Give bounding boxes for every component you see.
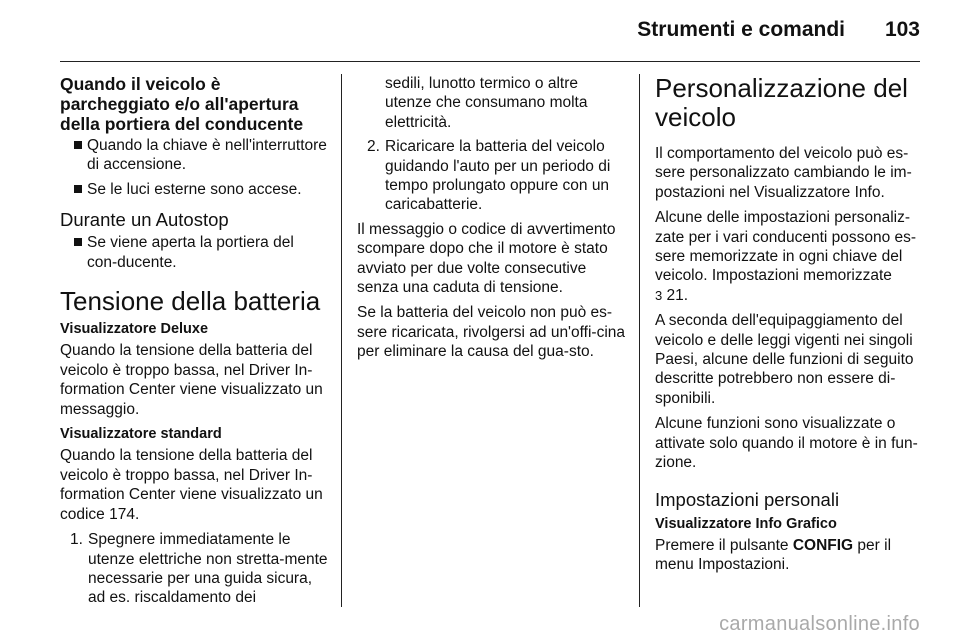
column-1 [60,74,328,613]
column-divider-1 [341,74,342,607]
parked-bullet-list [60,136,328,199]
steps-list [357,137,625,215]
column-divider-2 [639,74,640,607]
personal-settings-heading: Impostazioni personali [655,488,840,510]
warning-paragraph: Il messaggio o codice di avvertimento scompare dopo che il motore è stato avviato per due volte consecutive senza una caduta di tensione. [357,220,616,297]
autostop-bullet-list [60,233,328,272]
standard-paragraph: Quando la tensione della batteria del veicolo è troppo bassa, nel Driver In-formation Center viene visualizzato un codice 174. [60,447,323,523]
workshop-paragraph: Se la batteria del veicolo non può es-sere ricaricata, rivolgersi ad un'offi-cina per eliminare la causa del gua-sto. [357,304,626,361]
graphic-info-label: Visualizzatore Info Grafico [655,515,837,532]
intro-paragraph: Il comportamento del veicolo può es-sere personalizzato cambiando le im-postazioni nel Visualizzatore Info. [655,145,912,201]
list-item [357,137,625,215]
list-item: Quando la chiave è nell'interruttore di accensione. [60,136,328,175]
standard-label: Visualizzatore standard [60,426,222,443]
engine-paragraph: Alcune funzioni sono visualizzate o attivate solo quando il motore è in fun-zione. [655,415,918,472]
deluxe-paragraph: Quando la tensione della batteria del veicolo è troppo bassa, nel Driver In-formation Center viene visualizzato un messaggio. [60,342,323,418]
page-ref-arrow-icon: 3 [655,287,663,303]
page-number: 103 [884,18,920,41]
config-paragraph [655,536,923,575]
config-text-a: Premere il pulsante [655,536,793,554]
step-text: Ricaricare la batteria del veicolo guidando l'auto per un periodo di tempo prolungato oppure con un caricabatterie. [385,138,611,214]
list-item: Se le luci esterne sono accese. [60,180,328,199]
list-item: Se viene aperta la portiera del con-ducente. [60,233,328,272]
step-number: 1. [70,531,83,549]
memory-paragraph [655,208,923,305]
column-2 [357,74,625,368]
personalization-heading: Personalizzazione del veicolo [655,73,908,132]
battery-heading: Tensione della batteria [60,286,321,317]
autostop-heading: Durante un Autostop [60,209,229,231]
step-number: 2. [367,138,380,156]
memory-text: Alcune delle impostazioni personaliz-zate per i vari conducenti possono es-sere memorizzate in ogni chiave del veicolo. Impostazioni memorizzate [655,209,917,285]
header-divider [60,61,920,62]
equipment-paragraph: A seconda dell'equipaggiamento del veicolo e delle leggi vigenti nei singoli Paesi, alcune delle funzioni di seguito descritte potrebbero non essere di-sponibili. [655,312,914,407]
steps-list [60,530,328,608]
config-button-name: CONFIG [792,536,854,554]
list-item [60,530,328,608]
deluxe-label: Visualizzatore Deluxe [60,321,209,338]
page-header [0,0,960,62]
parked-heading: Quando il veicolo è parcheggiato e/o all'apertura della portiera del conducente [60,74,304,134]
step-text: Spegnere immediatamente le utenze elettriche non stretta-mente necessarie per una guida sicura, ad es. riscaldamento dei [88,531,328,607]
section-title: Strumenti e comandi [637,18,845,41]
page-ref-number: 21. [662,286,689,304]
step-continuation: sedili, lunotto termico o altre utenze che consumano molta elettricità. [385,75,588,131]
column-3 [655,74,923,581]
config-text-b: per il menu Impostazioni. [655,536,892,574]
watermark: carmanualsonline.info [719,613,920,635]
